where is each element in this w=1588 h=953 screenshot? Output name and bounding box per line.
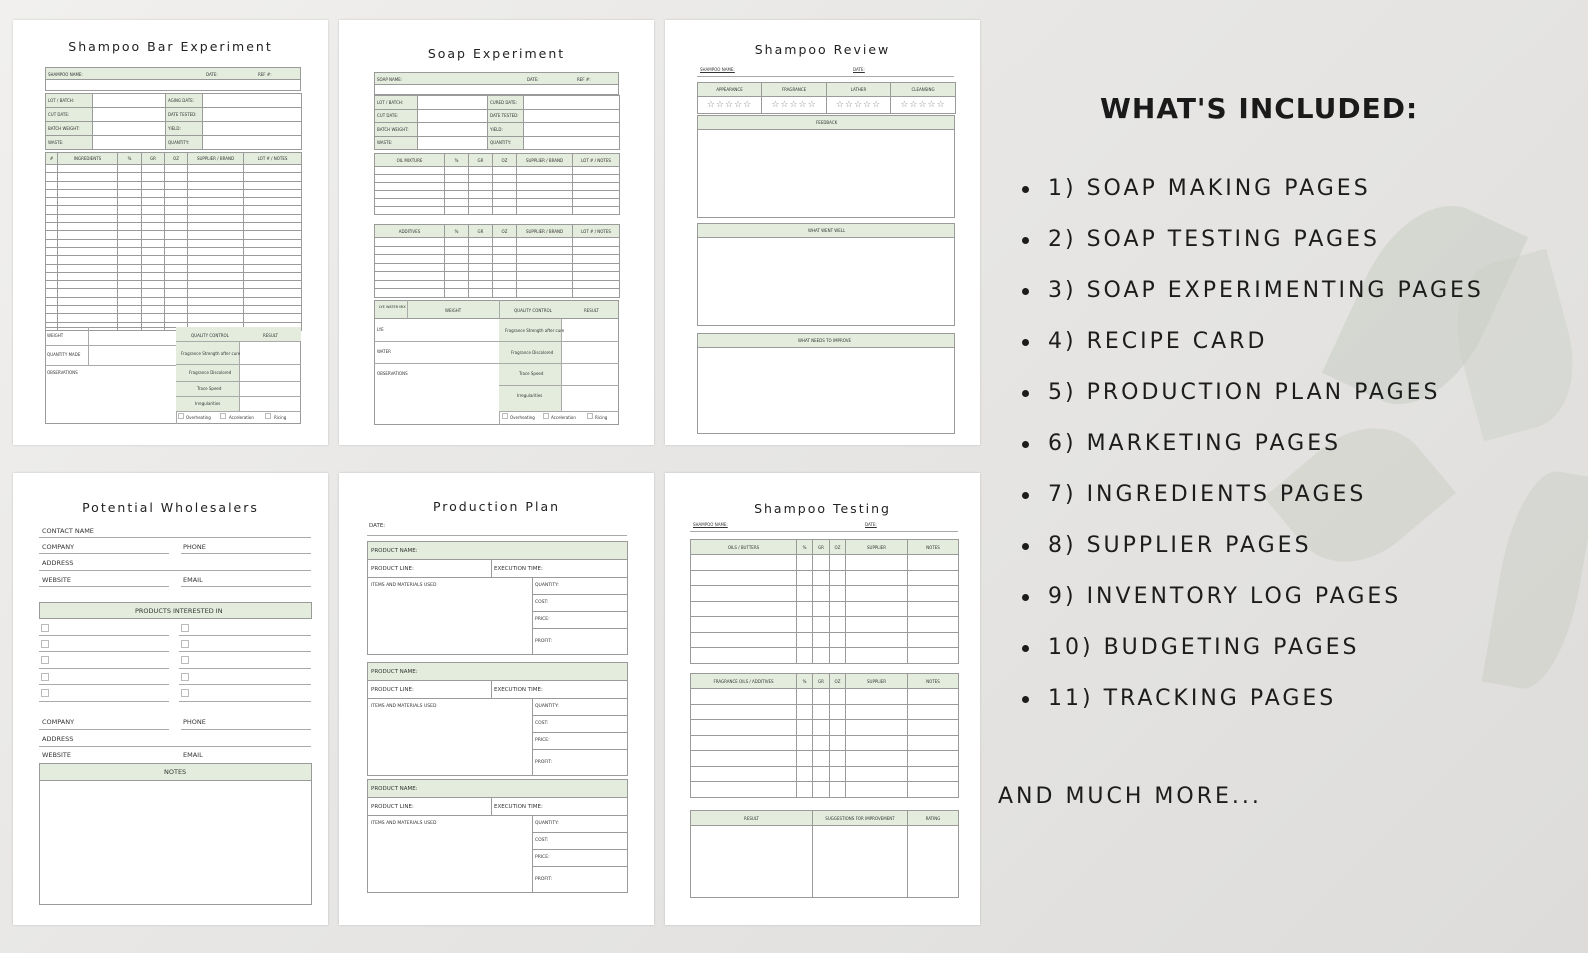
star-rating-icon: ☆☆☆☆☆ — [771, 100, 817, 110]
checkbox[interactable] — [220, 413, 226, 419]
included-item-label: 4) RECIPE CARD — [1048, 329, 1268, 354]
checkbox[interactable] — [543, 413, 549, 419]
result-table: RESULT SUGGESTIONS FOR IMPROVEMENT RATING — [690, 810, 959, 898]
improve-box[interactable]: WHAT NEEDS TO IMPROVE — [697, 333, 955, 434]
checkbox[interactable] — [587, 413, 593, 419]
table-row[interactable] — [46, 223, 302, 231]
included-item-label: 8) SUPPLIER PAGES — [1048, 533, 1312, 558]
table-row[interactable] — [691, 751, 959, 767]
table-row[interactable] — [46, 198, 302, 206]
name-row: SHAMPOO NAME: DATE: REF #: — [45, 67, 301, 80]
table-row[interactable] — [691, 555, 959, 571]
table-row[interactable] — [375, 255, 620, 264]
included-item — [1022, 425, 1484, 476]
table-row[interactable] — [375, 175, 620, 183]
included-item — [1022, 221, 1484, 272]
product-block[interactable]: PRODUCT NAME: PRODUCT LINE: EXECUTION TIME: ITEMS AND MATERIALS USED QUANTITY: COST: PRICE: PROFIT: — [367, 541, 628, 655]
included-item-label: 11) TRACKING PAGES — [1048, 686, 1337, 711]
bullet-icon — [1022, 339, 1029, 346]
included-item — [1022, 323, 1484, 374]
table-row[interactable] — [46, 239, 302, 247]
page-shampoo-bar-experiment: Shampoo Bar Experiment SHAMPOO NAME: DATE: REF #: LOT / BATCH: AGING DATE: CUT DATE: DATE TESTED: BATCH WEIGHT: YIELD: WASTE: QUANTITY: # INGREDIENTS % GR OZ SUPPLIER / BRAND LOT # / NOTES WEIGHT QUANTITY MADE OBSERVATIONS QUALITY CONTROL RESULT Fragrance Strength after cure Fragrance Discolored Trace Speed Irregularities Overheating Acceleration Ricing — [13, 20, 328, 445]
table-row[interactable] — [691, 648, 959, 664]
included-item-label: 10) BUDGETING PAGES — [1048, 635, 1360, 660]
bullet-icon — [1022, 645, 1029, 652]
table-row[interactable] — [691, 689, 959, 705]
table-row[interactable] — [46, 314, 302, 322]
included-item — [1022, 272, 1484, 323]
table-row[interactable] — [46, 272, 302, 280]
table-row[interactable] — [691, 782, 959, 798]
product-block[interactable]: PRODUCT NAME: PRODUCT LINE: EXECUTION TIME: ITEMS AND MATERIALS USED QUANTITY: COST: PRICE: PROFIT: — [367, 662, 628, 776]
rating-table: APPEARANCE FRAGRANCE LATHER CLEANSING ☆☆☆☆☆ ☆☆☆☆☆ ☆☆☆☆☆ ☆☆☆☆☆ — [697, 82, 956, 114]
table-row[interactable] — [46, 289, 302, 297]
table-row[interactable] — [46, 189, 302, 197]
table-row[interactable] — [375, 263, 620, 272]
included-item — [1022, 170, 1484, 221]
included-item-label: 2) SOAP TESTING PAGES — [1048, 227, 1380, 252]
product-block[interactable]: PRODUCT NAME: PRODUCT LINE: EXECUTION TIME: ITEMS AND MATERIALS USED QUANTITY: COST: PRICE: PROFIT: — [367, 779, 628, 893]
table-row[interactable] — [375, 191, 620, 199]
bullet-icon — [1022, 594, 1029, 601]
oil-table: OIL MIXTURE % GR OZ SUPPLIER / BRAND LOT # / NOTES — [374, 153, 620, 215]
included-item-label: 1) SOAP MAKING PAGES — [1048, 176, 1371, 201]
star-rating-icon: ☆☆☆☆☆ — [900, 100, 946, 110]
table-row[interactable] — [46, 165, 302, 173]
checkbox[interactable] — [178, 413, 184, 419]
table-row[interactable] — [691, 586, 959, 602]
table-row[interactable] — [46, 297, 302, 305]
included-item — [1022, 476, 1484, 527]
table-row[interactable] — [46, 256, 302, 264]
table-row[interactable] — [691, 735, 959, 751]
bullet-icon — [1022, 441, 1029, 448]
page-title: Potential Wholesalers — [82, 500, 259, 515]
included-list — [1022, 170, 1484, 731]
bullet-icon — [1022, 390, 1029, 397]
products-header: PRODUCTS INTERESTED IN — [39, 602, 312, 619]
table-row[interactable] — [46, 306, 302, 314]
table-row[interactable] — [46, 206, 302, 214]
table-row[interactable] — [691, 570, 959, 586]
page-potential-wholesalers: Potential Wholesalers CONTACT NAME COMPANY PHONE ADDRESS WEBSITE EMAIL PRODUCTS INTERESTED IN COMPANY PHONE ADDRESS WEBSITE EMAIL NOTES — [13, 473, 328, 925]
included-item-label: 7) INGREDIENTS PAGES — [1048, 482, 1367, 507]
additives-table: ADDITIVES % GR OZ SUPPLIER / BRAND LOT # / NOTES — [374, 224, 620, 298]
table-row[interactable] — [691, 704, 959, 720]
page-title: Shampoo Bar Experiment — [68, 39, 273, 54]
table-row[interactable] — [691, 766, 959, 782]
table-row[interactable] — [375, 199, 620, 207]
table-row[interactable] — [691, 720, 959, 736]
page-title: Shampoo Review — [754, 42, 891, 57]
included-item — [1022, 629, 1484, 680]
page-shampoo-review: Shampoo Review SHAMPOO NAME: DATE: APPEARANCE FRAGRANCE LATHER CLEANSING ☆☆☆☆☆ ☆☆☆☆☆ ☆☆☆☆☆ ☆☆☆☆☆ FEEDBACK WHAT WENT WELL WHAT NEEDS TO IMPROVE — [665, 20, 980, 445]
notes-box[interactable]: NOTES — [39, 763, 312, 905]
table-row[interactable] — [375, 289, 620, 298]
table-row[interactable] — [375, 272, 620, 281]
included-item — [1022, 527, 1484, 578]
bullet-icon — [1022, 237, 1029, 244]
table-row[interactable] — [691, 632, 959, 648]
batch-info-table: LOT / BATCH: CURED DATE: CUT DATE: DATE TESTED: BATCH WEIGHT: YIELD: WASTE: QUANTITY: — [374, 95, 620, 150]
bullet-icon — [1022, 186, 1029, 193]
included-item — [1022, 680, 1484, 731]
page-title: Soap Experiment — [427, 46, 566, 61]
star-rating-icon: ☆☆☆☆☆ — [835, 100, 882, 110]
bullet-icon — [1022, 288, 1029, 295]
table-row[interactable] — [46, 231, 302, 239]
page-title: Production Plan — [432, 499, 561, 514]
table-row[interactable] — [46, 173, 302, 181]
table-row[interactable] — [46, 181, 302, 189]
feedback-box[interactable]: FEEDBACK — [697, 115, 955, 218]
page-title: Shampoo Testing — [754, 501, 891, 516]
table-row[interactable] — [691, 601, 959, 617]
oils-table: OILS / BUTTERS % GR OZ SUPPLIER NOTES — [690, 539, 959, 664]
table-row[interactable] — [46, 264, 302, 272]
star-rating-icon: ☆☆☆☆☆ — [706, 100, 753, 110]
table-row[interactable] — [46, 281, 302, 289]
table-row[interactable] — [375, 280, 620, 289]
fragrance-table: FRAGRANCE OILS / ADDITIVES % GR OZ SUPPLIER NOTES — [690, 673, 959, 798]
table-row[interactable] — [375, 183, 620, 191]
table-row[interactable] — [691, 617, 959, 633]
bullet-icon — [1022, 543, 1029, 550]
included-item-label: 6) MARKETING PAGES — [1048, 431, 1342, 456]
included-item — [1022, 578, 1484, 629]
included-heading: WHAT'S INCLUDED: — [1100, 92, 1419, 125]
page-soap-experiment: Soap Experiment SOAP NAME: DATE: REF #: LOT / BATCH: CURED DATE: CUT DATE: DATE TESTED: BATCH WEIGHT: YIELD: WASTE: QUANTITY: OIL MIXTURE % GR OZ SUPPLIER / BRAND LOT # / NOTES ADDITIVES % GR OZ SUPPLIER / BRAND LOT # / NOTES LYE WATER MIX WEIGHT QUALITY CONTROL RESULT LYE WATER OBSERVATIONS Fragrance Strength after cure Fragrance Discolored Trace Speed Irregularities Overheating Acceleration Ricing — [339, 20, 654, 445]
ingredients-table: # INGREDIENTS % GR OZ SUPPLIER / BRAND LOT # / NOTES — [45, 152, 302, 331]
batch-info-table: LOT / BATCH: AGING DATE: CUT DATE: DATE TESTED: BATCH WEIGHT: YIELD: WASTE: QUANTITY: — [45, 93, 302, 150]
table-row[interactable] — [375, 238, 620, 247]
bullet-icon — [1022, 696, 1029, 703]
checkbox[interactable] — [265, 413, 271, 419]
included-item-label: 3) SOAP EXPERIMENTING PAGES — [1048, 278, 1484, 303]
included-item-label: 5) PRODUCTION PLAN PAGES — [1048, 380, 1441, 405]
included-item — [1022, 374, 1484, 425]
bullet-icon — [1022, 492, 1029, 499]
much-more-text: AND MUCH MORE... — [998, 784, 1262, 809]
went-well-box[interactable]: WHAT WENT WELL — [697, 223, 955, 326]
table-row[interactable] — [375, 246, 620, 255]
table-row[interactable] — [375, 207, 620, 215]
page-shampoo-testing: Shampoo Testing SHAMPOO NAME: DATE: OILS / BUTTERS % GR OZ SUPPLIER NOTES FRAGRANCE OILS / ADDITIVES % GR OZ SUPPLIER NOTES RESULT SUGGESTIONS FOR IMPROVEMENT RATING — [665, 473, 980, 925]
checkbox[interactable] — [502, 413, 508, 419]
table-row[interactable] — [46, 247, 302, 255]
included-item-label: 9) INVENTORY LOG PAGES — [1048, 584, 1402, 609]
page-production-plan: Production Plan DATE: PRODUCT NAME: PRODUCT LINE: EXECUTION TIME: ITEMS AND MATERIALS USED QUANTITY: COST: PRICE: PROFIT: PRODUCT NAME: PRODUCT LINE: EXECUTION TIME: ITEMS AND MATERIALS USED QUANTITY: COST: PRICE: PROFIT: PRODUCT NAME: PRODUCT LINE: EXECUTION TIME: ITEMS AND MATERIALS USED QUANTITY: COST: PRICE: PROFIT: — [339, 473, 654, 925]
table-row[interactable] — [46, 214, 302, 222]
table-row[interactable] — [375, 167, 620, 175]
